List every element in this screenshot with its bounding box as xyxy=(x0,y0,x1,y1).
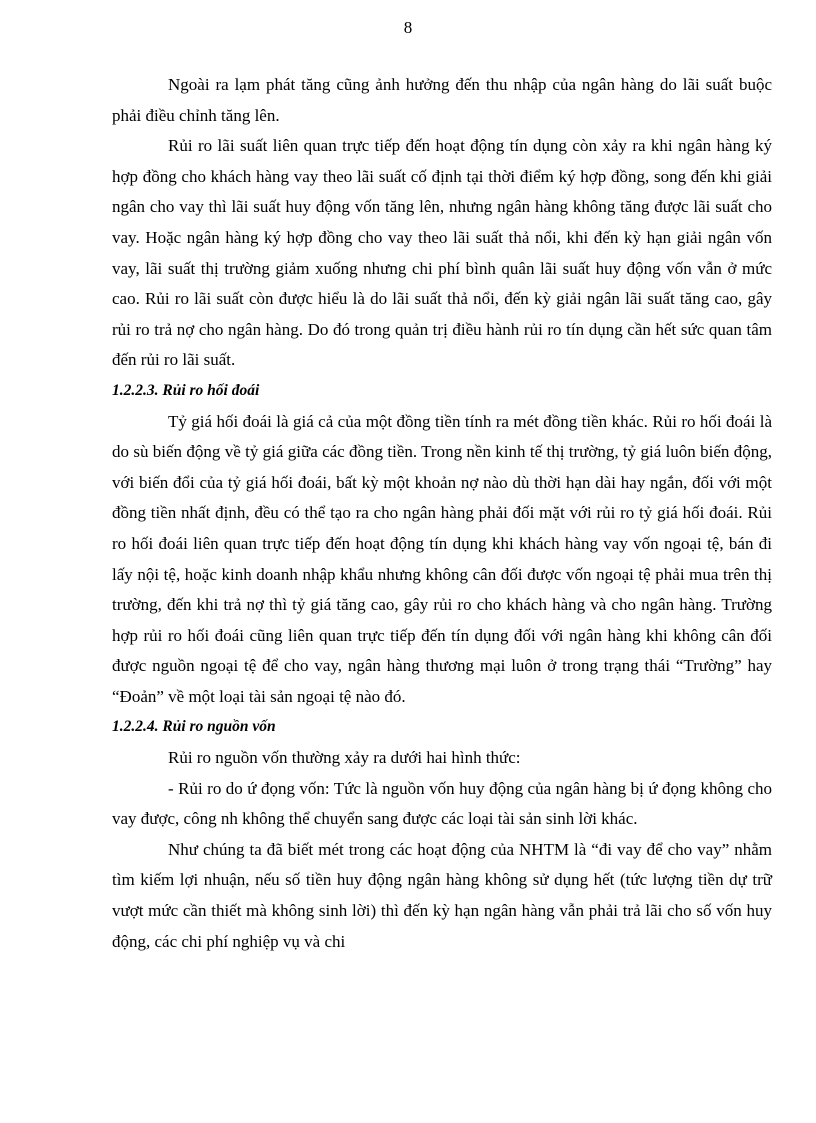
paragraph-funding-risk-intro: Rủi ro nguồn vốn thường xảy ra dưới hai hình thức: xyxy=(168,748,521,768)
section-heading-funding-risk: 1.2.2.4. Rủi ro nguồn vốn xyxy=(112,718,276,736)
paragraph-exchange-risk: Tỷ giá hối đoái là giá cả của một đồng tiền tính ra mét đồng tiền khác. Rủi ro hối đoái là do sù biến động về tỷ giá giữa các đồng tiền. Trong nền kinh tế thị trường, tỷ giá luôn biến động, với biến đổi của tỷ giá hối đoái, bất kỳ một khoản nợ nào dù thời hạn dài hay ngắn, đối với một đồng tiền nhất định, đều có thể tạo ra cho ngân hàng phải đối mặt với rủi ro tỷ giá hối đoái. Rủi ro hối đoái liên quan trực tiếp đến hoạt động tín dụng khi khách hàng vay vốn ngoại tệ, bán đi lấy nội tệ, hoặc kinh doanh nhập khẩu nhưng không cân đối được vốn ngoại tệ phải mua trên thị trường, đến khi trả nợ thì tỷ giá tăng cao, gây rủi ro cho khách hàng và cho ngân hàng. Trường hợp rủi ro hối đoái cũng liên quan trực tiếp đến tín dụng đối với ngân hàng khi không cân đối được nguồn ngoại tệ để cho vay, ngân hàng thương mại luôn ở trong trạng thái “Trường” hay “Đoản” về một loại tài sản ngoại tệ nào đó. xyxy=(112,411,772,706)
paragraph-interest-rate-risk: Rủi ro lãi suất liên quan trực tiếp đến hoạt động tín dụng còn xảy ra khi ngân hàng ký hợp đồng cho khách hàng vay theo lãi suất cố định tại thời điểm ký hợp đồng, song đến khi giải ngân cho vay thì lãi suất huy động vốn tăng lên, nhưng ngân hàng không tăng được lãi suất cho vay. Hoặc ngân hàng ký hợp đồng cho vay theo lãi suất thả nổi, khi đến kỳ hạn giải ngân vốn vay, lãi suất thị trường giảm xuống nhưng chi phí bình quân lãi suất huy động vốn vẫn ở mức cao. Rủi ro lãi suất còn được hiểu là do lãi suất thả nổi, đến kỳ giải ngân lãi suất tăng cao, gây rủi ro trả nợ cho ngân hàng. Do đó trong quản trị điều hành rủi ro tín dụng cần hết sức quan tâm đến rủi ro lãi suất. xyxy=(112,136,772,370)
paragraph-inflation: Ngoài ra lạm phát tăng cũng ảnh hưởng đến thu nhập của ngân hàng do lãi suất buộc phải điều chỉnh tăng lên. xyxy=(112,75,772,125)
page-number: 8 xyxy=(403,18,413,37)
section-heading-exchange-risk: 1.2.2.3. Rủi ro hối đoái xyxy=(112,381,260,399)
document-body xyxy=(112,70,772,957)
paragraph-borrow-to-lend: Như chúng ta đã biết mét trong các hoạt động của NHTM là “đi vay để cho vay” nhằm tìm kiếm lợi nhuận, nếu số tiền huy động ngân hàng không sử dụng hết (tức lượng tiền dự trữ vượt mức cần thiết mà không sinh lời) thì đến kỳ hạn ngân hàng vẫn phải trả lãi cho số vốn huy động, các chi phí nghiệp vụ và chi xyxy=(112,839,772,951)
paragraph-idle-capital-risk: - Rủi ro do ứ đọng vốn: Tức là nguồn vốn huy động của ngân hàng bị ứ đọng không cho vay được, công nh không thể chuyển sang được các loại tài sản sinh lời khác. xyxy=(112,778,772,829)
